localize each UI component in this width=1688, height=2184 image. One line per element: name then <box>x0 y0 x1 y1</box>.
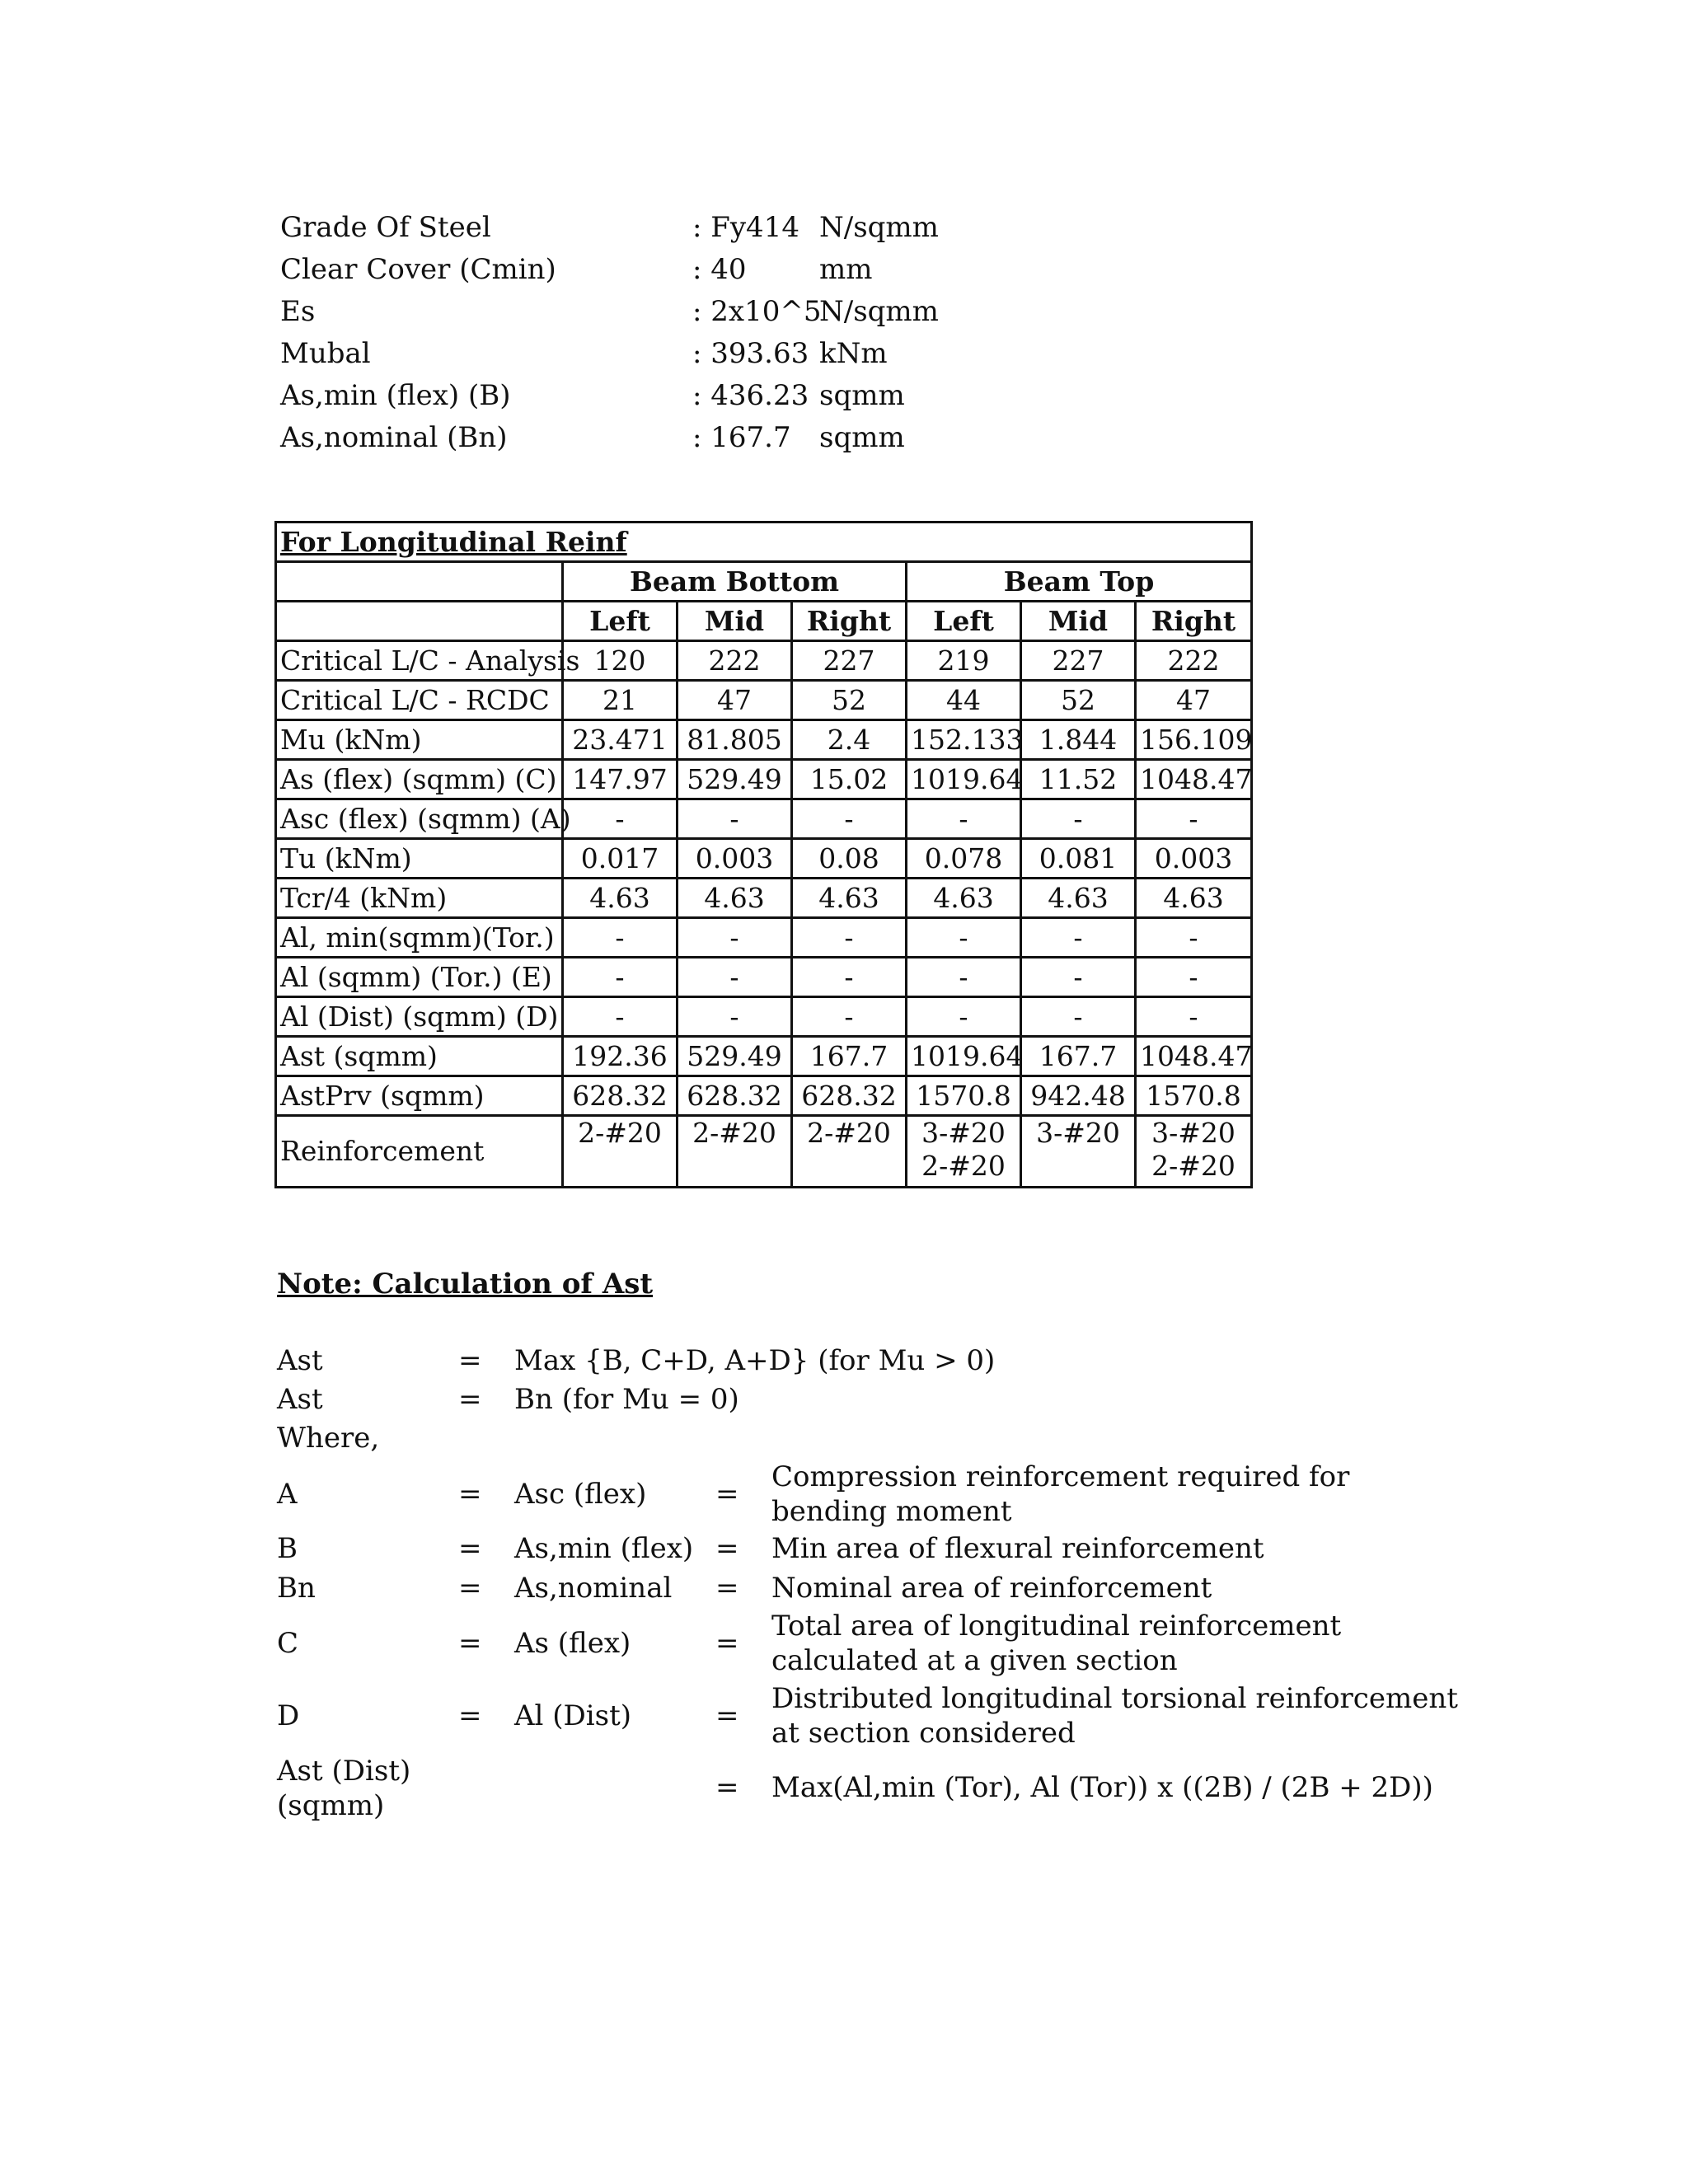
param-label: As,nominal (Bn) <box>280 421 508 454</box>
table-cell: - <box>792 997 907 1037</box>
def-equals: = <box>458 1699 482 1732</box>
reinf-line: 3-#20 <box>1036 1117 1120 1149</box>
formula-lhs: Ast <box>277 1344 323 1377</box>
param-label: Es <box>280 295 316 328</box>
def-description: Compression reinforcement required for <box>771 1460 1350 1493</box>
table-cell: 0.081 <box>1021 839 1136 879</box>
param-label: Mubal <box>280 337 371 370</box>
formula-equals: = <box>458 1383 482 1416</box>
table-row-reinforcement <box>276 1116 1252 1188</box>
table-cell: 1.844 <box>1021 720 1136 760</box>
table-cell: 227 <box>792 641 907 681</box>
table-row <box>276 879 1252 918</box>
table-cell: 167.7 <box>1021 1037 1136 1076</box>
param-unit: sqmm <box>819 421 905 454</box>
table-row <box>276 720 1252 760</box>
table-row <box>276 997 1252 1037</box>
table-cell: 156.109 <box>1136 720 1252 760</box>
def-equals: = <box>715 1699 739 1732</box>
table-cell: - <box>563 918 678 958</box>
table-title-row <box>276 523 1252 562</box>
table-cell: - <box>792 958 907 997</box>
table-cell: 4.63 <box>907 879 1021 918</box>
reinf-cell <box>563 1116 678 1188</box>
table-cell: 192.36 <box>563 1037 678 1076</box>
table-cell: 52 <box>1021 681 1136 720</box>
def-description: Nominal area of reinforcement <box>771 1572 1212 1605</box>
table-cell: 2.4 <box>792 720 907 760</box>
table-cell: 1570.8 <box>1136 1076 1252 1116</box>
param-value: : 167.7 <box>692 421 791 454</box>
table-cell: 0.003 <box>1136 839 1252 879</box>
table-cell: 0.017 <box>563 839 678 879</box>
param-label: As,min (flex) (B) <box>280 379 511 412</box>
reinf-line: 2-#20 <box>1151 1150 1236 1182</box>
table-cell: - <box>563 958 678 997</box>
sub-header: Left <box>563 602 678 641</box>
table-cell: 529.49 <box>678 1037 792 1076</box>
param-unit: sqmm <box>819 379 905 412</box>
param-value: : 40 <box>692 253 747 286</box>
table-row <box>276 918 1252 958</box>
empty-cell <box>276 562 563 602</box>
longitudinal-reinf-table <box>274 521 1253 1188</box>
reinf-cell <box>792 1116 907 1188</box>
row-label: As (flex) (sqmm) (C) <box>276 760 563 799</box>
table-cell: - <box>792 799 907 839</box>
row-label: Reinforcement <box>276 1116 563 1188</box>
row-label: AstPrv (sqmm) <box>276 1076 563 1116</box>
table-cell: - <box>678 958 792 997</box>
table-cell: 47 <box>678 681 792 720</box>
table-cell: - <box>1021 997 1136 1037</box>
row-label: Ast (sqmm) <box>276 1037 563 1076</box>
formula-lhs: (sqmm) <box>277 1789 385 1822</box>
param-unit: mm <box>819 253 873 286</box>
table-row <box>276 681 1252 720</box>
table-cell: 11.52 <box>1021 760 1136 799</box>
row-label: Asc (flex) (sqmm) (A) <box>276 799 563 839</box>
reinf-line: 2-#20 <box>807 1117 891 1149</box>
table-cell: 44 <box>907 681 1021 720</box>
def-equals: = <box>458 1478 482 1511</box>
table-cell: 628.32 <box>563 1076 678 1116</box>
table-cell: 219 <box>907 641 1021 681</box>
table-cell: 529.49 <box>678 760 792 799</box>
table-cell: 1048.47 <box>1136 760 1252 799</box>
table-cell: 4.63 <box>792 879 907 918</box>
table-cell: 0.078 <box>907 839 1021 879</box>
def-description: Distributed longitudinal torsional reinforcement <box>771 1682 1458 1715</box>
table-cell: - <box>678 799 792 839</box>
def-equals: = <box>458 1572 482 1605</box>
row-label: Tcr/4 (kNm) <box>276 879 563 918</box>
def-equals: = <box>715 1627 739 1660</box>
table-cell: 81.805 <box>678 720 792 760</box>
table-cell: 21 <box>563 681 678 720</box>
formula-rhs: Bn (for Mu = 0) <box>514 1383 739 1416</box>
group-header-row <box>276 562 1252 602</box>
param-unit: N/sqmm <box>819 211 939 244</box>
table-cell: - <box>678 918 792 958</box>
table-cell: 167.7 <box>792 1037 907 1076</box>
table-cell: - <box>792 918 907 958</box>
empty-cell <box>276 602 563 641</box>
table-cell: 222 <box>678 641 792 681</box>
note-title: Note: Calculation of Ast <box>277 1268 654 1301</box>
table-cell: - <box>1021 918 1136 958</box>
formula-equals: = <box>458 1344 482 1377</box>
table-cell: - <box>907 799 1021 839</box>
def-term: Asc (flex) <box>514 1478 647 1511</box>
row-label: Mu (kNm) <box>276 720 563 760</box>
def-description: at section considered <box>771 1717 1076 1750</box>
formula-lhs: Ast (Dist) <box>277 1755 411 1788</box>
row-label: Al (sqmm) (Tor.) (E) <box>276 958 563 997</box>
def-description: Min area of flexural reinforcement <box>771 1532 1264 1565</box>
def-symbol: D <box>277 1699 300 1732</box>
def-term: As (flex) <box>514 1627 631 1660</box>
def-equals: = <box>715 1572 739 1605</box>
def-equals: = <box>715 1532 739 1565</box>
row-label: Critical L/C - Analysis <box>276 641 563 681</box>
def-term: As,min (flex) <box>514 1532 694 1565</box>
table-cell: 15.02 <box>792 760 907 799</box>
table-cell: - <box>907 958 1021 997</box>
reinf-cell <box>678 1116 792 1188</box>
table-cell: 1019.64 <box>907 760 1021 799</box>
reinf-cell <box>1021 1116 1136 1188</box>
table-cell: - <box>1021 799 1136 839</box>
table-cell: 4.63 <box>563 879 678 918</box>
sub-header: Left <box>907 602 1021 641</box>
table-cell: 4.63 <box>1136 879 1252 918</box>
table-cell: 1570.8 <box>907 1076 1021 1116</box>
table-cell: - <box>1136 958 1252 997</box>
table-cell: 0.08 <box>792 839 907 879</box>
table-cell: 1048.47 <box>1136 1037 1252 1076</box>
group-header-beam-bottom: Beam Bottom <box>563 562 907 602</box>
param-label: Grade Of Steel <box>280 211 491 244</box>
table-cell: 47 <box>1136 681 1252 720</box>
reinf-line: 2-#20 <box>921 1150 1006 1182</box>
def-description: Total area of longitudinal reinforcement <box>771 1610 1342 1643</box>
def-equals: = <box>458 1532 482 1565</box>
formula-rhs: Max {B, C+D, A+D} (for Mu > 0) <box>514 1344 996 1377</box>
where-label: Where, <box>277 1422 380 1455</box>
table-cell: - <box>1021 958 1136 997</box>
sub-header-row <box>276 602 1252 641</box>
reinf-line: 2-#20 <box>578 1117 662 1149</box>
param-label: Clear Cover (Cmin) <box>280 253 556 286</box>
table-cell: 4.63 <box>678 879 792 918</box>
table-row <box>276 839 1252 879</box>
table-row <box>276 799 1252 839</box>
table-row <box>276 958 1252 997</box>
sub-header: Right <box>1136 602 1252 641</box>
def-symbol: Bn <box>277 1572 316 1605</box>
reinf-line: 3-#20 <box>1151 1117 1236 1149</box>
group-header-beam-top: Beam Top <box>907 562 1252 602</box>
reinf-cell <box>907 1116 1021 1188</box>
reinf-line: 2-#20 <box>692 1117 776 1149</box>
def-equals: = <box>458 1627 482 1660</box>
table-cell: - <box>1136 799 1252 839</box>
param-unit: kNm <box>819 337 888 370</box>
param-value: : 436.23 <box>692 379 809 412</box>
row-label: Al, min(sqmm)(Tor.) <box>276 918 563 958</box>
table-cell: 942.48 <box>1021 1076 1136 1116</box>
formula-lhs: Ast <box>277 1383 323 1416</box>
reinf-line: 3-#20 <box>921 1117 1006 1149</box>
table-cell: - <box>907 997 1021 1037</box>
table-cell: 4.63 <box>1021 879 1136 918</box>
def-symbol: A <box>277 1478 298 1511</box>
table-cell: 1019.64 <box>907 1037 1021 1076</box>
row-label: Al (Dist) (sqmm) (D) <box>276 997 563 1037</box>
def-symbol: C <box>277 1627 299 1660</box>
table-cell: 0.003 <box>678 839 792 879</box>
table-cell: - <box>1136 918 1252 958</box>
row-label: Critical L/C - RCDC <box>276 681 563 720</box>
formula-equals: = <box>715 1771 739 1804</box>
table-cell: - <box>907 918 1021 958</box>
param-unit: N/sqmm <box>819 295 939 328</box>
param-value: : Fy414 <box>692 211 799 244</box>
sub-header: Right <box>792 602 907 641</box>
def-equals: = <box>715 1478 739 1511</box>
table-cell: 222 <box>1136 641 1252 681</box>
table-cell: 147.97 <box>563 760 678 799</box>
table-cell: 120 <box>563 641 678 681</box>
table-row <box>276 1037 1252 1076</box>
table-cell: - <box>1136 997 1252 1037</box>
table-row <box>276 641 1252 681</box>
table-cell: 152.133 <box>907 720 1021 760</box>
table-cell: 52 <box>792 681 907 720</box>
table-cell: 628.32 <box>678 1076 792 1116</box>
def-description: calculated at a given section <box>771 1644 1178 1677</box>
table-cell: - <box>563 997 678 1037</box>
param-value: : 2x10^5 <box>692 295 822 328</box>
table-title: For Longitudinal Reinf <box>276 523 1252 562</box>
param-value: : 393.63 <box>692 337 809 370</box>
table-cell: - <box>563 799 678 839</box>
def-description: bending moment <box>771 1495 1012 1528</box>
table-row <box>276 760 1252 799</box>
table-cell: 23.471 <box>563 720 678 760</box>
table-cell: - <box>678 997 792 1037</box>
table-cell: 628.32 <box>792 1076 907 1116</box>
formula-rhs: Max(Al,min (Tor), Al (Tor)) x ((2B) / (2B + 2D)) <box>771 1771 1433 1804</box>
def-term: As,nominal <box>514 1572 673 1605</box>
sub-header: Mid <box>678 602 792 641</box>
row-label: Tu (kNm) <box>276 839 563 879</box>
table-row <box>276 1076 1252 1116</box>
reinf-cell <box>1136 1116 1252 1188</box>
table-body <box>276 641 1252 1116</box>
table-cell: 227 <box>1021 641 1136 681</box>
def-term: Al (Dist) <box>514 1699 632 1732</box>
def-symbol: B <box>277 1532 298 1565</box>
sub-header: Mid <box>1021 602 1136 641</box>
